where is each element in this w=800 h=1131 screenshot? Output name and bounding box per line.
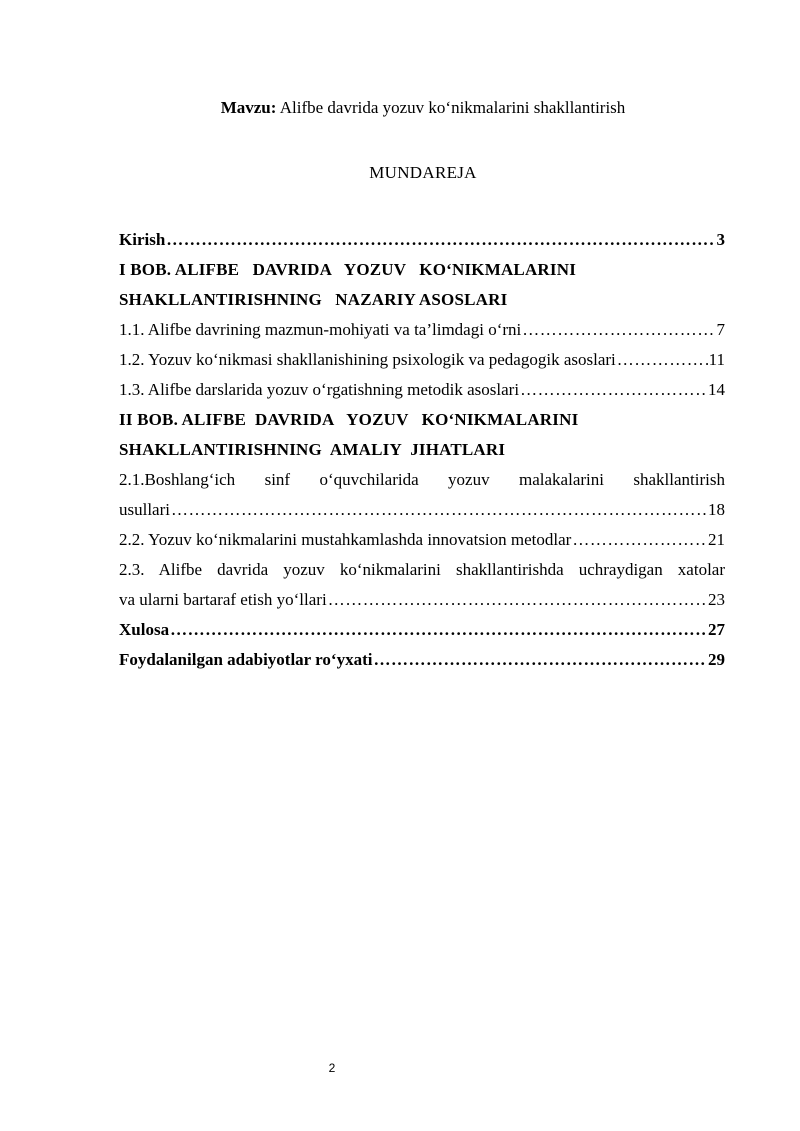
toc-entry-page: 18 [708,500,725,519]
dot-leader [328,585,707,615]
toc-entry-2-1-line2 [119,495,725,525]
dot-leader [170,615,707,645]
toc-entry-2-1-line1: 2.1.Boshlang‘ich sinf o‘quvchilarida yozuv malakalarini shakllantirish [119,470,725,489]
toc-entry-page: 23 [708,590,725,609]
toc-entry-intro [119,225,725,255]
toc-entry-title: va ularni bartaraf etish yo‘llari [119,590,327,609]
toc-entry-1-1 [119,315,725,345]
toc-entry-2-2 [119,525,725,555]
toc-entry-conclusion [119,615,725,645]
toc-entry-page: 27 [708,620,725,639]
toc-entry-page: 21 [708,530,725,549]
toc-entry-page: 29 [708,650,725,669]
dot-leader [520,375,707,405]
toc-entry-page: 3 [716,230,725,249]
toc-entry-title: 2.2. Yozuv ko‘nikmalarini mustahkamlashda innovatsion metodlar [119,530,572,549]
dot-leader [522,315,715,345]
chapter1-heading-line2: SHAKLLANTIRISHNING NAZARIY ASOSLARI [119,290,508,309]
dot-leader [166,225,715,255]
table-of-contents [119,225,725,675]
toc-title: MUNDAREJA [369,163,477,182]
topic-line [0,97,800,119]
page-number: 2 [328,1061,336,1075]
toc-entry-title: usullari [119,500,170,519]
toc-entry-title: Xulosa [119,620,170,639]
toc-entry-title: Kirish [119,230,166,249]
toc-entry-title: Foydalanilgan adabiyotlar ro‘yxati [119,650,373,669]
dot-leader [373,645,707,675]
topic-label: Mavzu: [220,98,277,117]
topic-text: Alifbe davrida yozuv ko‘nikmalarini shakllantirish [279,98,626,117]
toc-entry-1-3 [119,375,725,405]
chapter2-heading-line1: II BOB. ALIFBE DAVRIDA YOZUV KO‘NIKMALARINI [119,410,579,429]
toc-entry-page: 14 [708,380,725,399]
toc-entry-title: 1.3. Alifbe darslarida yozuv o‘rgatishning metodik asoslari [119,380,520,399]
toc-entry-references [119,645,725,675]
toc-entry-2-3-line2 [119,585,725,615]
toc-entry-title: 1.2. Yozuv ko‘nikmasi shakllanishining psixologik va pedagogik asoslari [119,350,616,369]
toc-entry-2-3-line1: 2.3. Alifbe davrida yozuv ko‘nikmalarini shakllantirishda uchraydigan xatolar [119,560,725,579]
toc-entry-page: 7 [716,320,725,339]
toc-entry-1-2 [119,345,725,375]
dot-leader [572,525,707,555]
toc-entry-page: 11 [708,350,725,369]
dot-leader [617,345,708,375]
chapter1-heading-line1: I BOB. ALIFBE DAVRIDA YOZUV KO‘NIKMALARINI [119,260,577,279]
toc-entry-title: 1.1. Alifbe davrining mazmun-mohiyati va ta’limdagi o‘rni [119,320,522,339]
chapter2-heading-line2: SHAKLLANTIRISHNING AMALIY JIHATLARI [119,440,506,459]
dot-leader [171,495,707,525]
